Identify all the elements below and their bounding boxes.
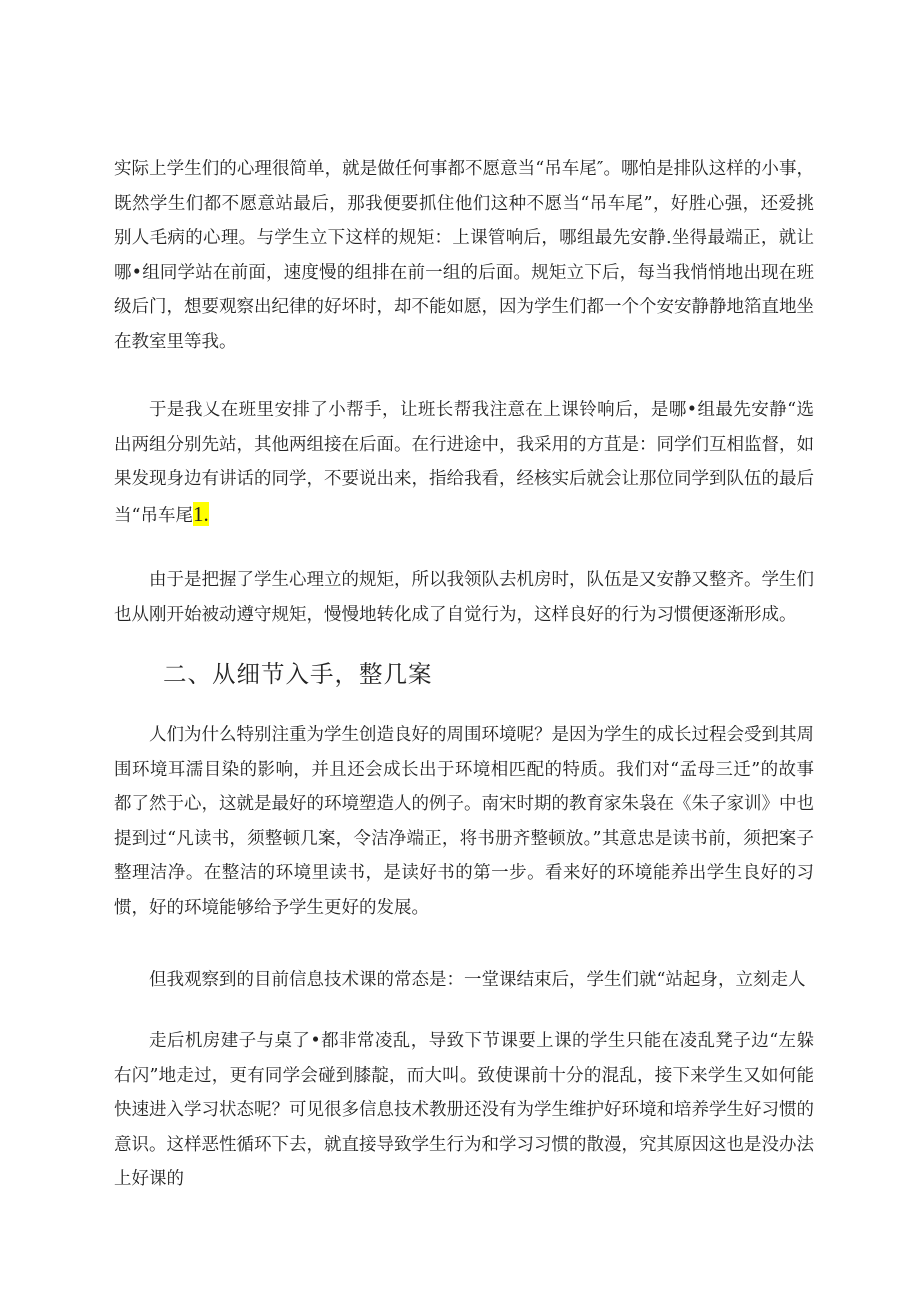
section-heading: 二、从细节入手，整几案	[163, 660, 433, 688]
paragraph-4: 人们为什么特别注重为学生创造良好的周围环境呢？是因为学生的成长过程会受到其周围环境耳濡目染的影响，并且还会成长出于环境相匹配的特质。我们对“孟母三迁”的故事都了然于心，这就是最好的环境塑造人的例子。南宋时期的教育家朱袅在《朱子家训》中也提到过“凡读书，须整顿几案，令洁净端正，将书册齐整顿放。”其意忠是读书前，须把案子整理洁净。在整洁的环境里读书，是读好书的第一步。看来好的环境能养出学生良好的习惯，好的环境能够给予学生更好的发展。	[114, 725, 814, 918]
paragraph-3: 由于是把握了学生心理立的规矩，所以我领队去机房时，队伍是又安静又整齐。学生们也从刚开始被动遵守规矩，慢慢地转化成了自觉行为，这样良好的行为习惯便逐渐形成。	[114, 570, 814, 625]
paragraph-5: 但我观察到的目前信息技术课的常态是：一堂课结束后，学生们就“站起身，立刻走人	[149, 970, 806, 990]
paragraph-6: 走后机房建子与桌了•都非常凌乱，导致下节课要上课的学生只能在凌乱凳子边“左躲右闪”地走过，更有同学会碰到膝靛，而大叫。致使课前十分的混乱，接下来学生又如何能快速进入学习状态呢？可见很多信息技术教册还没有为学生维护好环境和培养学生好习惯的意识。这样恶性循环下去，就直接导致学生行为和学习习惯的散漫，究其原因这也是没办法上好课的	[114, 1031, 814, 1189]
paragraph-2	[114, 393, 814, 533]
paragraph-2-text: 于是我乂在班里安排了小帮手，让班长帮我注意在上课铃响后，是哪•组最先安静“选出两组分别先站，其他两组接在后面。在行进途中，我采用的方苴是：同学们互相监督，如果发现身边有讲话的同学，不要说出来，指给我看，经核实后就会让那位同学到队伍的最后当“吊车尾	[114, 400, 814, 526]
paragraph-1: 实际上学生们的心理很简单，就是做任何事都不愿意当“吊车尾″。哪怕是排队这样的小事，既然学生们都不愿意站最后，那我便要抓住他们这种不愿当“吊车尾”，好胜心强，还爱挑别人毛病的心理。与学生立下这样的规矩：上课管响后，哪组最先安静.坐得最端正，就让哪•组同学站在前面，速度慢的组排在前一组的后面。规矩立下后，每当我悄悄地出现在班级后门，想要观察出纪律的好坏时，却不能如愿，因为学生们都一个个安安静静地箔直地坐在教室里等我。	[114, 159, 814, 352]
highlighted-text: 1.	[192, 501, 209, 526]
